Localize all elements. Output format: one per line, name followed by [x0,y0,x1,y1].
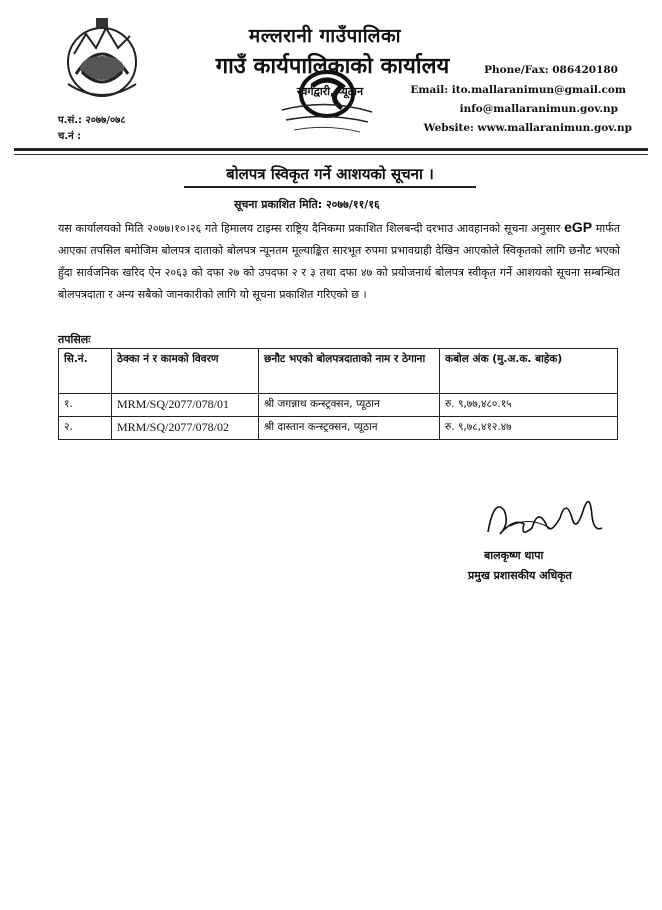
cell-bidder: श्री जगन्नाथ कन्स्ट्रक्सन, प्यूठान [259,394,440,417]
signatory-name: बालकृष्ण थापा [484,549,544,562]
header-contract: ठेक्का नं र कामको विवरण [112,349,259,394]
cell-contract: MRM/SQ/2077/078/01 [112,394,259,417]
dispatch-number: च.नं : [58,131,82,142]
header-bidder: छनौट भएको बोलपत्रदाताको नाम र ठेगाना [259,349,440,394]
egp-label: eGP [564,219,593,235]
header-sn: सि.नं. [59,349,112,394]
signatory-title: प्रमुख प्रशासकीय अधिकृत [468,569,572,582]
header-divider-thin [14,154,648,155]
table-row [59,394,618,417]
header-divider [14,148,648,151]
cell-amount: रु. ९,७७,४८०.१५ [440,394,618,417]
notice-body [58,216,620,306]
office-stamp [272,68,382,138]
notice-title: बोलपत्र स्विकृत गर्ने आशयको सूचना । [226,165,434,183]
cell-bidder: श्री दास्तान कन्स्ट्रक्सन, प्यूठान [259,417,440,440]
municipality-name: मल्लरानी गाउँपालिका [248,25,402,47]
table-header-row [59,349,618,394]
notice-body-text-1: यस कार्यालयको मिति २०७७।१०।२६ गते हिमालय टाइम्स राष्ट्रिय दैनिकमा प्रकाशित शिलबन्दी दरभाउ आवहानको सूचना अनुसार [58,222,565,235]
cell-sn: २. [59,417,112,440]
contact-email: Email: ito.mallaranimun@gmail.com [410,84,626,96]
cell-amount: रु. ९,७८,४१२.४७ [440,417,618,440]
office-address: स्वर्गद्वारी, प्यूठान [296,85,364,98]
details-label: तपसिलः [58,333,91,346]
government-emblem [56,14,148,106]
cell-contract: MRM/SQ/2077/078/02 [112,417,259,440]
cell-sn: १. [59,394,112,417]
publish-date: सूचना प्रकाशित मिति: २०७७/११/१६ [234,198,380,211]
contact-website: Website: www.mallaranimun.gov.np [423,122,632,134]
header-amount: कबोल अंक (मु.अ.क. बाहेक) [440,349,618,394]
contact-email-info: info@mallaranimun.gov.np [459,103,618,115]
contact-phone: Phone/Fax: 086420180 [484,64,618,76]
reference-number: प.सं.: २०७७/०७८ [58,115,126,126]
title-underline [184,186,476,188]
bid-table [58,348,618,440]
table-row [59,417,618,440]
office-name: गाउँ कार्यपालिकाको कार्यालय [215,54,450,79]
notice-body-text-2: मार्फत आएका तपसिल बमोजिम बोलपत्र दाताको बोलपत्र न्यूनतम मूल्याङ्कित सारभूत रुपमा प्रभावग्राही देखिन आएकोले स्विकृतको लागि छनौट भएको हुँदा सार्वजनिक खरिद ऐन २०६३ को दफा २७ को उपदफा २ र ३ तथा दफा ४७ को प्रयोजनार्थ बोलपत्र स्वीकृत गर्ने आशयको सूचना सम्बन्धित बोलपत्रदाता र अन्य सबैको जानकारीको लागि यो सूचना प्रकाशित गरिएको छ । [58,222,620,301]
handwritten-signature [480,488,610,548]
